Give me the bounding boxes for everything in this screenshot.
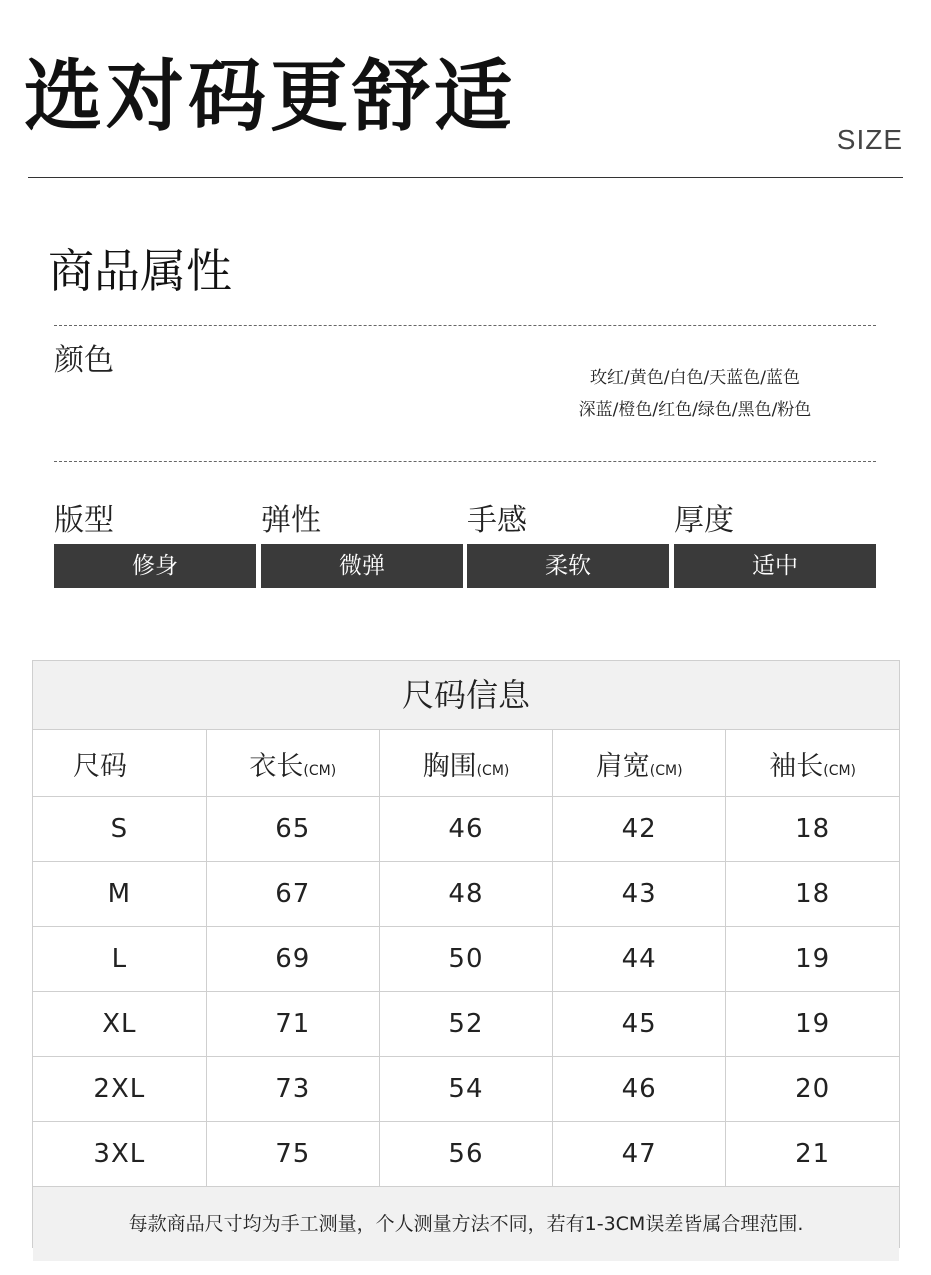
table-cell: 42 <box>553 797 726 862</box>
table-cell: 48 <box>379 862 552 927</box>
attribute-feel <box>467 504 669 588</box>
table-cell: 50 <box>379 927 552 992</box>
table-cell: S <box>33 797 206 862</box>
attribute-fit <box>54 504 256 588</box>
column-header-unit: (CM) <box>303 762 337 779</box>
dashed-divider <box>54 325 876 326</box>
attribute-value: 修身 <box>54 544 256 588</box>
column-header-label: 尺码 <box>73 750 127 782</box>
table-row <box>33 927 899 992</box>
size-label: SIZE <box>836 124 903 155</box>
table-header-row <box>33 730 899 797</box>
table-row <box>33 797 899 862</box>
table-cell: 3XL <box>33 1122 206 1187</box>
table-cell: 65 <box>206 797 379 862</box>
table-cell: 67 <box>206 862 379 927</box>
table-cell: 19 <box>726 992 899 1057</box>
table-cell: 75 <box>206 1122 379 1187</box>
header-divider <box>28 177 903 178</box>
column-header-label: 袖长 <box>769 750 824 782</box>
table-cell: 44 <box>553 927 726 992</box>
attribute-label: 厚度 <box>674 503 734 538</box>
table-cell: M <box>33 862 206 927</box>
attribute-label: 版型 <box>54 503 114 538</box>
color-values-line-2: 深蓝/橙色/红色/绿色/黑色/粉色 <box>578 400 812 420</box>
table-cell: 71 <box>206 992 379 1057</box>
table-cell: 43 <box>553 862 726 927</box>
table-cell: 46 <box>379 797 552 862</box>
color-values-line-1: 玫红/黄色/白色/天蓝色/蓝色 <box>590 368 800 388</box>
dashed-divider <box>54 461 876 462</box>
column-header-length <box>206 730 379 797</box>
column-header-shoulder <box>553 730 726 797</box>
column-header-unit: (CM) <box>476 762 510 779</box>
attribute-value: 微弹 <box>261 544 463 588</box>
table-cell: 19 <box>726 927 899 992</box>
column-header-label: 肩宽 <box>595 750 650 782</box>
size-table <box>33 730 899 1187</box>
column-header-unit: (CM) <box>823 762 857 779</box>
size-chart-title: 尺码信息 <box>33 661 899 730</box>
table-cell: 18 <box>726 862 899 927</box>
table-cell: 21 <box>726 1122 899 1187</box>
attribute-value: 柔软 <box>467 544 669 588</box>
attributes-title: 商品属性 <box>48 244 232 298</box>
column-header-chest <box>379 730 552 797</box>
attribute-label: 手感 <box>467 503 527 538</box>
size-chart <box>32 660 900 1248</box>
table-cell: 69 <box>206 927 379 992</box>
column-header-sleeve <box>726 730 899 797</box>
attribute-value: 适中 <box>674 544 876 588</box>
column-header-label: 衣长 <box>249 750 304 782</box>
page-title: 选对码更舒适 <box>24 52 517 142</box>
column-header-label: 胸围 <box>422 750 477 782</box>
color-values <box>535 362 855 426</box>
attribute-label: 弹性 <box>261 503 321 538</box>
table-cell: 46 <box>553 1057 726 1122</box>
attribute-thickness <box>674 504 876 588</box>
table-cell: XL <box>33 992 206 1057</box>
table-cell: 20 <box>726 1057 899 1122</box>
table-row <box>33 992 899 1057</box>
table-cell: 2XL <box>33 1057 206 1122</box>
table-row <box>33 1057 899 1122</box>
column-header-size <box>33 730 206 797</box>
table-cell: 47 <box>553 1122 726 1187</box>
color-label: 颜色 <box>54 343 114 378</box>
table-cell: 45 <box>553 992 726 1057</box>
attribute-elasticity <box>261 504 463 588</box>
table-cell: 52 <box>379 992 552 1057</box>
column-header-unit: (CM) <box>649 762 683 779</box>
measurement-note: 每款商品尺寸均为手工测量，个人测量方法不同，若有1-3CM误差皆属合理范围. <box>33 1187 899 1261</box>
table-cell: 73 <box>206 1057 379 1122</box>
table-row <box>33 862 899 927</box>
attribute-row <box>54 504 876 588</box>
table-cell: 56 <box>379 1122 552 1187</box>
table-cell: L <box>33 927 206 992</box>
table-row <box>33 1122 899 1187</box>
table-cell: 18 <box>726 797 899 862</box>
table-cell: 54 <box>379 1057 552 1122</box>
